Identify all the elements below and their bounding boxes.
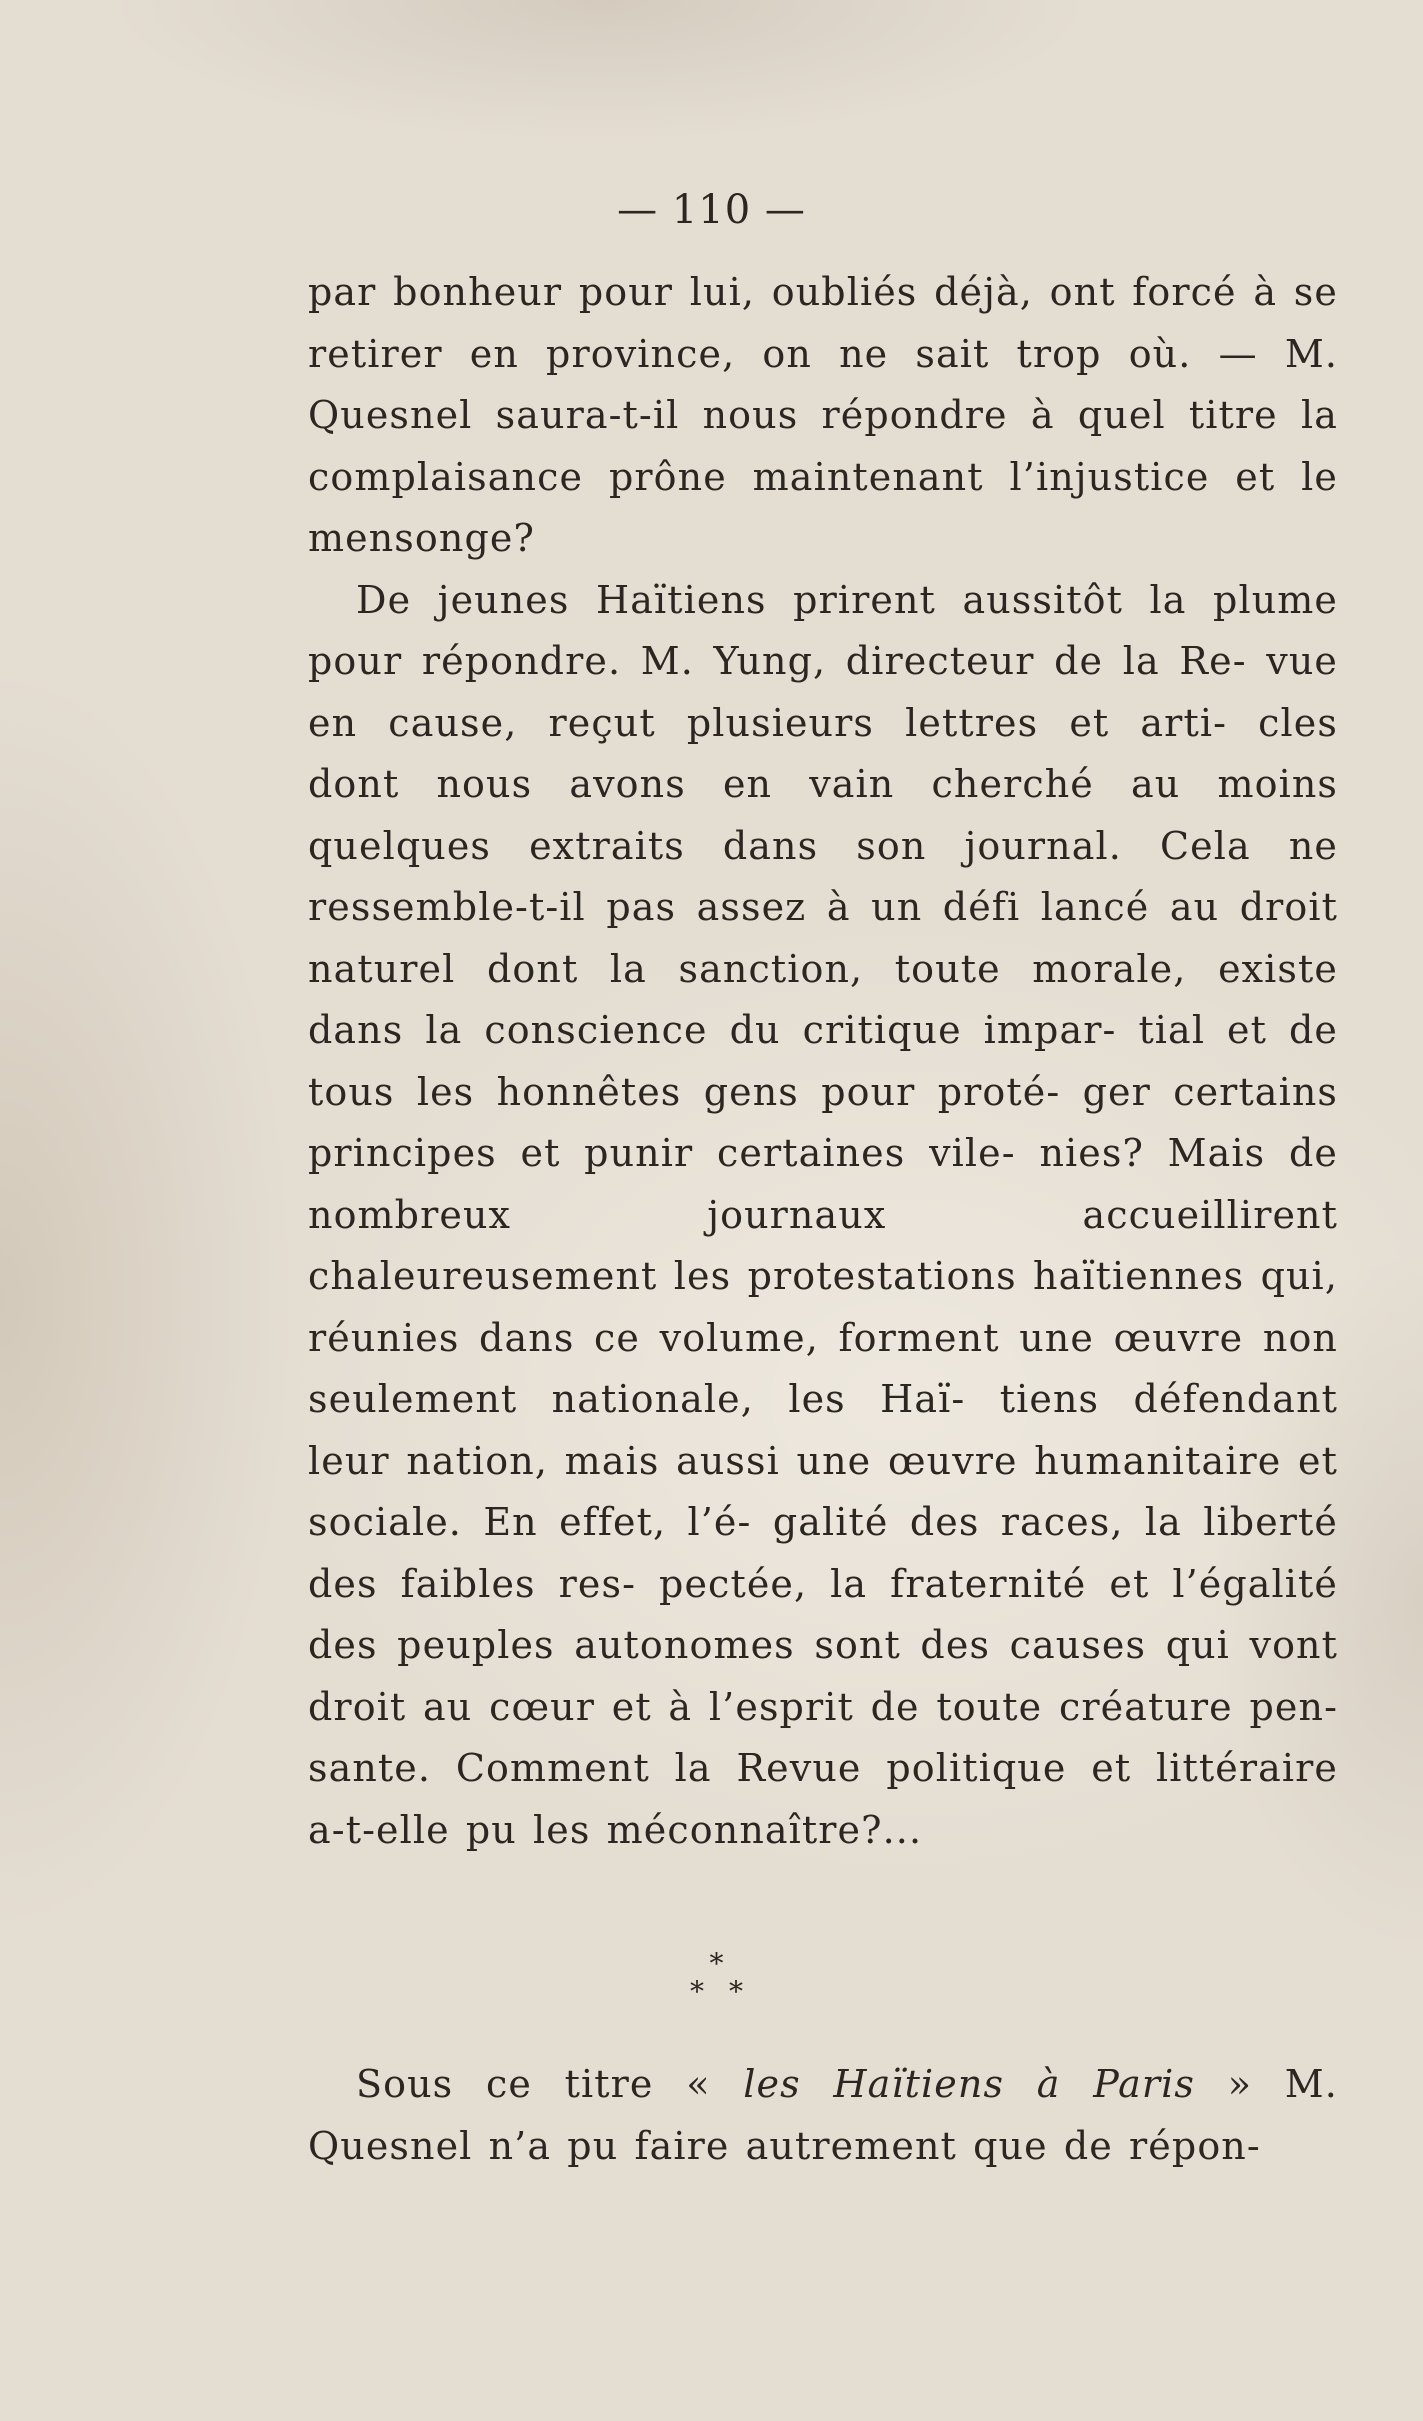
text-line: vue en cause, reçut plusieurs lettres et arti- — [308, 639, 1338, 745]
text-line: existe dans la conscience du critique impar- — [308, 946, 1338, 1052]
text-line: œuvre non seulement nationale, les Haï- — [308, 1315, 1338, 1421]
text-line: qui, réunies dans ce volume, forment une — [308, 1254, 1338, 1360]
text-line: De jeunes Haïtiens prirent aussitôt la plume — [356, 577, 1338, 622]
text-line: quel titre la complaisance prône maintenant — [308, 393, 1338, 499]
asterism-top: * — [709, 1947, 724, 1980]
text-line: a-t-elle pu les méconnaître?... — [308, 1807, 923, 1852]
text-line: cles dont nous avons en vain cherché au moins — [308, 700, 1338, 806]
paragraph-3 — [308, 2054, 1338, 2177]
asterism-bottom: * * — [690, 1975, 751, 2008]
paragraph-2 — [308, 570, 1338, 1862]
text-line: chaleureusement les protestations haïtiennes — [308, 1254, 1245, 1298]
page-number: — 110 — — [617, 187, 806, 233]
text-line: œuvre humanitaire et sociale. En effet, l’é- — [308, 1438, 1338, 1544]
text-line: pectée, la fraternité et l’égalité des peuples — [308, 1561, 1338, 1667]
text-fragment: Sous ce titre « — [356, 2062, 744, 2106]
body-text — [308, 262, 1338, 1861]
text-line: tiens défendant leur nation, mais aussi une — [308, 1377, 1339, 1483]
text-line: — M. Quesnel saura-t-il nous répondre à — [308, 331, 1339, 437]
text-fragment: » M. — [1195, 2062, 1338, 2106]
text-line: par bonheur pour lui, oubliés déjà, ont forcé — [308, 270, 1237, 314]
text-line: tial et de tous les honnêtes gens pour proté- — [308, 1008, 1338, 1114]
text-line: ressemble-t-il pas assez à un défi lancé au — [308, 885, 1220, 929]
text-line: Quesnel n’a pu faire autrement que de répon- — [308, 2123, 1261, 2168]
text-line: autonomes sont des causes qui vont droit — [308, 1623, 1338, 1729]
text-line: galité des races, la liberté des faibles res- — [308, 1500, 1338, 1606]
body-text-continued — [308, 2054, 1338, 2177]
text-line: quelques extraits dans son journal. Cela ne — [308, 823, 1338, 868]
text-line: droit naturel dont la sanction, toute morale, — [308, 885, 1338, 991]
text-line: sante. Comment la Revue politique et littéraire — [308, 1746, 1338, 1790]
paragraph-1 — [308, 262, 1338, 570]
text-line: l’injustice et le mensonge? — [308, 454, 1338, 560]
text-line: pour répondre. M. Yung, directeur de la Re- — [308, 639, 1247, 683]
text-line: au cœur et à l’esprit de toute créature pen- — [423, 1684, 1339, 1729]
section-separator-asterism — [0, 1947, 1423, 2008]
italic-title: les Haïtiens à Paris — [743, 2062, 1196, 2106]
text-line: nies? Mais de nombreux journaux accueillirent — [308, 1131, 1339, 1237]
text-line: ger certains principes et punir certaines vile- — [308, 1069, 1338, 1175]
text-line: à se retirer en province, on ne sait trop où. — [308, 270, 1338, 376]
